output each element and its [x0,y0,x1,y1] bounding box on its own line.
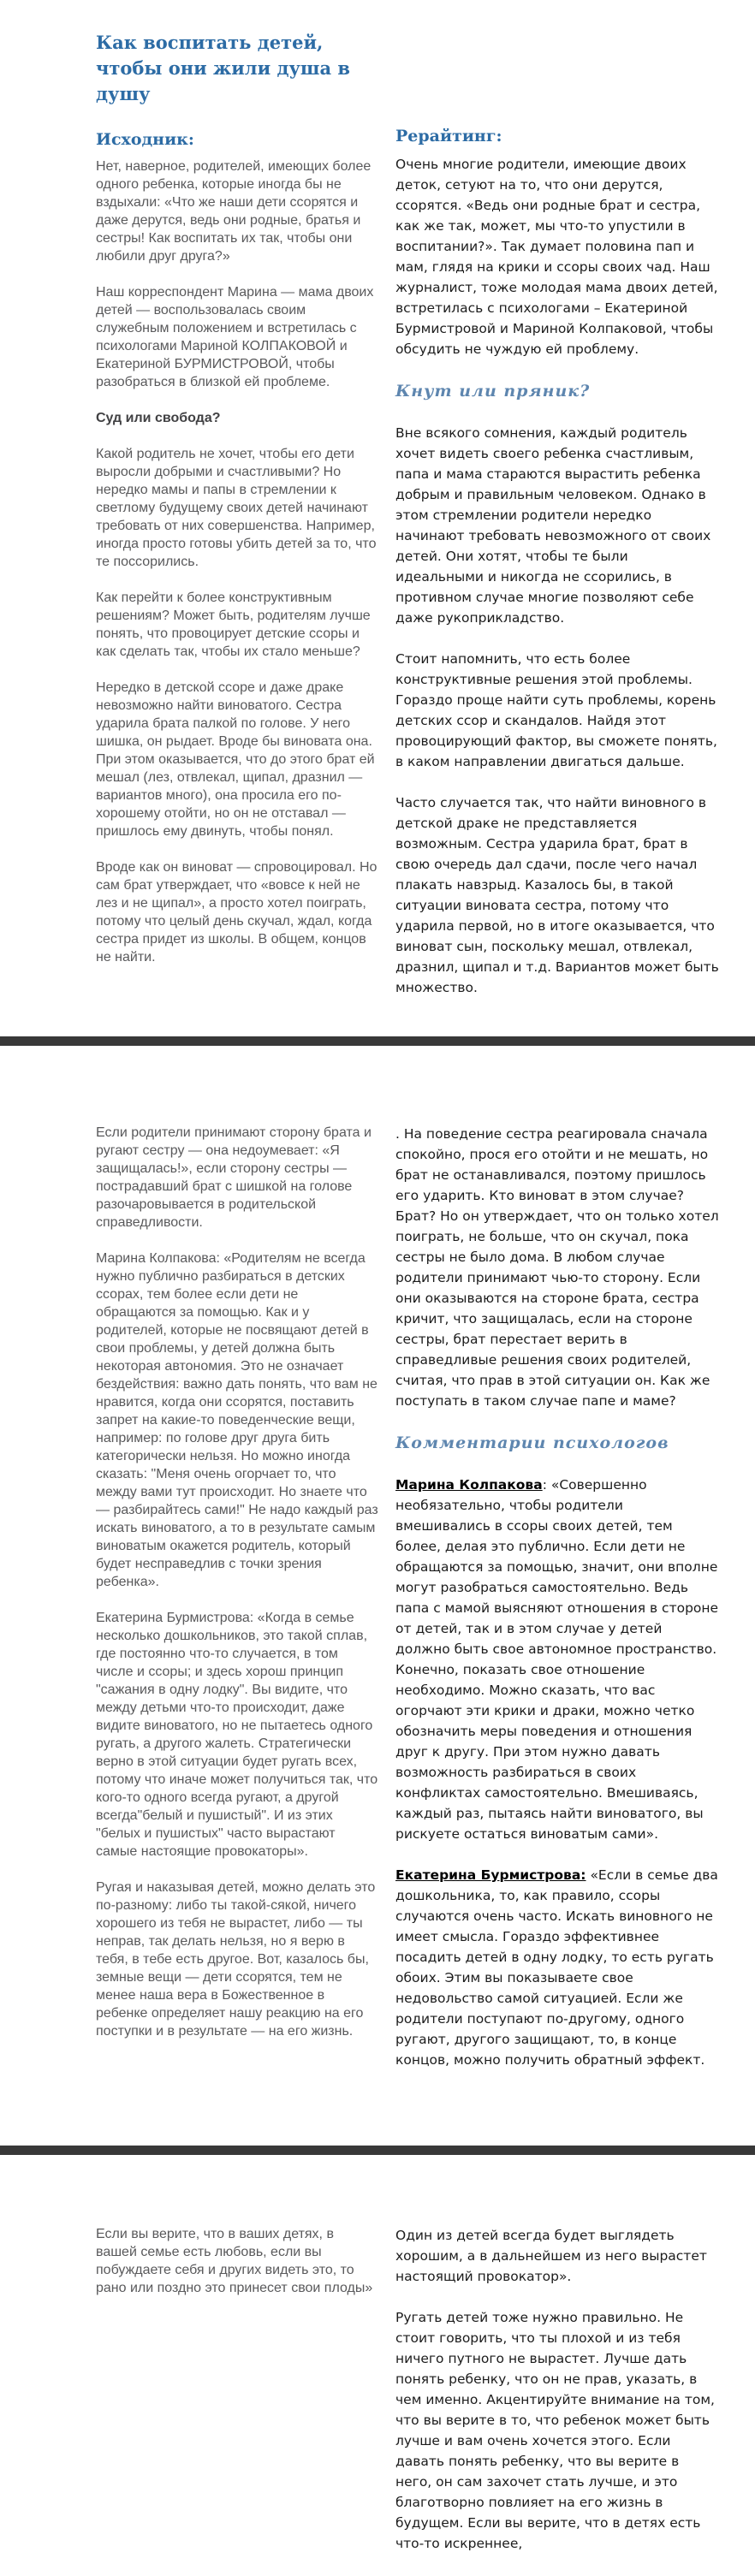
quote-text: : «Совершенно необязательно, чтобы родители вмешивались в ссоры своих детей, тем более, делая это публично. Если дети не обращаются за помощью, значит, они вполне могут разобраться самостоятельно. Ведь папа с мамой выясняют отношения в стороне от детей, так и в этом случае у детей должно быть свое автономное пространство. Конечно, показать свое отношение необходимо. Можно сказать, что вас огорчают эти крики и драки, можно четко обозначить меры поведения и отношения друг к другу. При этом нужно давать возможность разбираться в своих конфликтах самостоятельно. Вмешиваясь, каждый раз, пытаясь найти виноватого, вы рискуете остаться виноватым сами». [395,1477,719,1842]
paragraph [395,1865,719,2070]
page-title: Как воспитать детей, чтобы они жили душа в душу [96,32,351,104]
source-heading: Исходник: [96,130,194,149]
subheading-carrot-or-stick: Кнут или пряник? [395,382,591,401]
paragraph: Ругать детей тоже нужно правильно. Не стоит говорить, что ты плохой и из тебя ничего путного не вырастет. Лучше дать понять ребенку, что он не прав, указать, в чем именно. Акцентируйте внимание на том, что вы верите в то, что ребенок может быть лучше и вам очень хочется этого. Если давать понять ребенку, что вы верите в него, он сам захочет стать лучше, и это благотворно повлияет на его жизнь в будущем. Если вы верите, что в детях есть что-то искреннее, [395,2310,715,2551]
divider-bar [0,1036,755,1046]
rewrite-column [395,2225,719,2574]
section-middle [96,1124,719,2091]
source-column [96,30,378,1018]
source-column [96,1124,378,2091]
section-bottom [96,2225,719,2574]
paragraph: Марина Колпакова: «Родителям не всегда нужно публично разбираться в детских ссорах, тем более если дети не обращаются за помощью. Как и у родителей, которые не посвящают детей в свои проблемы, у детей должна быть некоторая автономия. Это не означает бездействия: важно дать понять, что вам не нравится, когда они ссорятся, поставить запрет на какие-то поведенческие вещи, например: по голове друг друга бить категорически нельзя. Но можно иногда сказать: "Меня очень огорчает то, что между вами тут происходит. Но знаете что — разбирайтесь сами!" Не надо каждый раз искать виноватого, а то в результате самым виноватым окажется родитель, который будет несправедлив с точки зрения ребенка». [96,1251,378,1589]
paragraph: Часто случается так, что найти виновного в детской драке не представляется возможным. Сестра ударила брат, брат в свою очередь дал сдачи, после чего начал плакать навзрыд. Казалось бы, в такой ситуации виновата сестра, потому что ударила первой, но в итоге оказывается, что виноват сын, поскольку мешал, отвлекал, дразнил, щипал и т.д. Вариантов может быть множество. [395,795,719,995]
paragraph: Если вы верите, что в ваших детях, в вашей семье есть любовь, если вы побуждаете себя и других видеть это, то рано или поздно это принесет свои плоды» [96,2227,373,2295]
paragraph: Какой родитель не хочет, чтобы его дети выросли добрыми и счастливыми? Но нередко мамы и папы в стремлении к светлому будущему своих детей начинают требовать от них совершенства. Например, иногда просто готовы убить детей за то, что те поссорились. [96,447,377,569]
paragraph [395,1475,719,1844]
paragraph: Если родители принимают сторону брата и ругают сестру — она недоумевает: «Я защищалась!», если сторону сестры — пострадавший брат с шишкой на голове разочаровывается в родительской справедливости. [96,1125,372,1230]
section-intro [96,30,719,1018]
paragraph: Нередко в детской ссоре и даже драке невозможно найти виноватого. Сестра ударила брата палкой по голове. У него шишка, он рыдает. Вроде бы виновата она. При этом оказывается, что до этого брат ей мешал (лез, отвлекал, щипал, дразнил — вариантов много), она просила его по-хорошему отойти, но он не отставал — пришлось ему двинуть, чтобы понял. [96,680,375,839]
quote-text: «Если в семье два дошкольника, то, как правило, ссоры случаются очень часто. Искать виновного не имеет смысла. Гораздо эффективнее посадить детей в одну лодку, то есть ругать обоих. Этим вы показываете свое недовольство самой ситуацией. Если же родители поступают по-другому, одного ругают, другого защищают, то, в конце концов, можно получить обратный эффект. [395,1867,718,2068]
paragraph: Нет, наверное, родителей, имеющих более одного ребенка, которые иногда бы не вздыхали: «Что же наши дети ссорятся и даже дерутся, ведь они родные, братья и сестры! Как воспитать их так, чтобы они любили друг друга?» [96,159,372,264]
rewrite-heading: Рерайтинг: [395,127,502,145]
subheading-psychologists-comments: Комментарии психологов [395,1433,669,1452]
divider-bar [0,2146,755,2155]
paragraph: Очень многие родители, имеющие двоих деток, сетуют на то, что они дерутся, ссорятся. «Ведь они родные брат и сестра, как же так, может, мы что-то упустили в воспитании?». Так думает половина пап и мам, глядя на крики и ссоры своих чад. Наш журналист, тоже молодая мама двоих детей, встретилась с психологами – Екатериной Бурмистровой и Мариной Колпаковой, чтобы обсудить не чуждую ей проблему. [395,157,718,357]
source-column [96,2225,378,2574]
paragraph: Вне всякого сомнения, каждый родитель хочет видеть своего ребенка счастливым, папа и мама стараются вырастить ребенка добрым и правильным человеком. Однако в этом стремлении родители нередко начинают требовать невозможного от своих детей. Они хотят, чтобы те были идеальными и никогда не ссорились, в противном случае многие позволяют себе даже рукоприкладство. [395,425,711,626]
paragraph: Ругая и наказывая детей, можно делать это по-разному: либо ты такой-сякой, ничего хорошего из тебя не вырастет, либо — ты неправ, так делать нельзя, но я верю в тебя, в тебе есть другое. Вот, казалось бы, земные вещи — дети ссорятся, тем не менее наша вера в Божественное в ребенке определяет нашу реакцию на его поступки и в результате — на его жизнь. [96,1880,376,2039]
rewrite-column [395,30,719,1018]
paragraph: Стоит напомнить, что есть более конструктивные решения этой проблемы. Гораздо проще найти суть проблемы, корень детских ссор и скандалов. Найдя этот провоцирующий фактор, вы сможете понять, в каком направлении двигаться дальше. [395,651,717,769]
paragraph: Наш корреспондент Марина — мама двоих детей — воспользовалась своим служебным положением и встретилась с психологами Мариной КОЛПАКОВОЙ и Екатериной БУРМИСТРОВОЙ, чтобы разобраться в близкой ей проблеме. [96,285,374,389]
rewrite-column [395,1124,719,2091]
author-name: Марина Колпакова [395,1477,543,1493]
author-name: Екатерина Бурмистрова: [395,1867,586,1883]
paragraph: . На поведение сестра реагировала сначала спокойно, прося его отойти и не мешать, но брат не останавливался, поэтому пришлось его ударить. Кто виноват в этом случае? Брат? Но он утверждает, что он только хотел поиграть, не больше, что он скучал, пока сестры не было дома. В любом случае родители принимают чью-то сторону. Если они оказываются на стороне брата, сестра кричит, что защищалась, если на стороне сестры, брат перестает верить в справедливые решения своих родителей, считая, что прав в этой ситуации он. Как же поступать в таком случае папе и маме? [395,1126,719,1409]
paragraph: Один из детей всегда будет выглядеть хорошим, а в дальнейшем из него вырастет настоящий провокатор». [395,2228,707,2284]
subheading-court-or-freedom: Суд или свобода? [96,411,221,425]
paragraph: Как перейти к более конструктивным решениям? Может быть, родителям лучше понять, что провоцирует детские ссоры и как сделать так, чтобы их стало меньше? [96,591,371,659]
paragraph: Екатерина Бурмистрова: «Когда в семье несколько дошкольников, это такой сплав, где постоянно что-то случается, в том числе и ссоры; и здесь хорош принцип "сажания в одну лодку". Вы видите, что между детьми что-то происходит, даже видите виноватого, но не пытаетесь одного ругать, а другого жалеть. Стратегически верно в этой ситуации будет ругать всех, потому что иначе может получиться так, что кого-то одного всегда ругают, а другой всегда"белый и пушистый". И из этих "белых и пушистых" часто вырастают самые настоящие провокаторы». [96,1611,378,1859]
paragraph: Вроде как он виноват — спровоцировал. Но сам брат утверждает, что «вовсе к ней не лез и не щипал», а просто хотел поиграть, потому что целый день скучал, ждал, когда сестра придет из школы. В общем, концов не найти. [96,860,378,965]
